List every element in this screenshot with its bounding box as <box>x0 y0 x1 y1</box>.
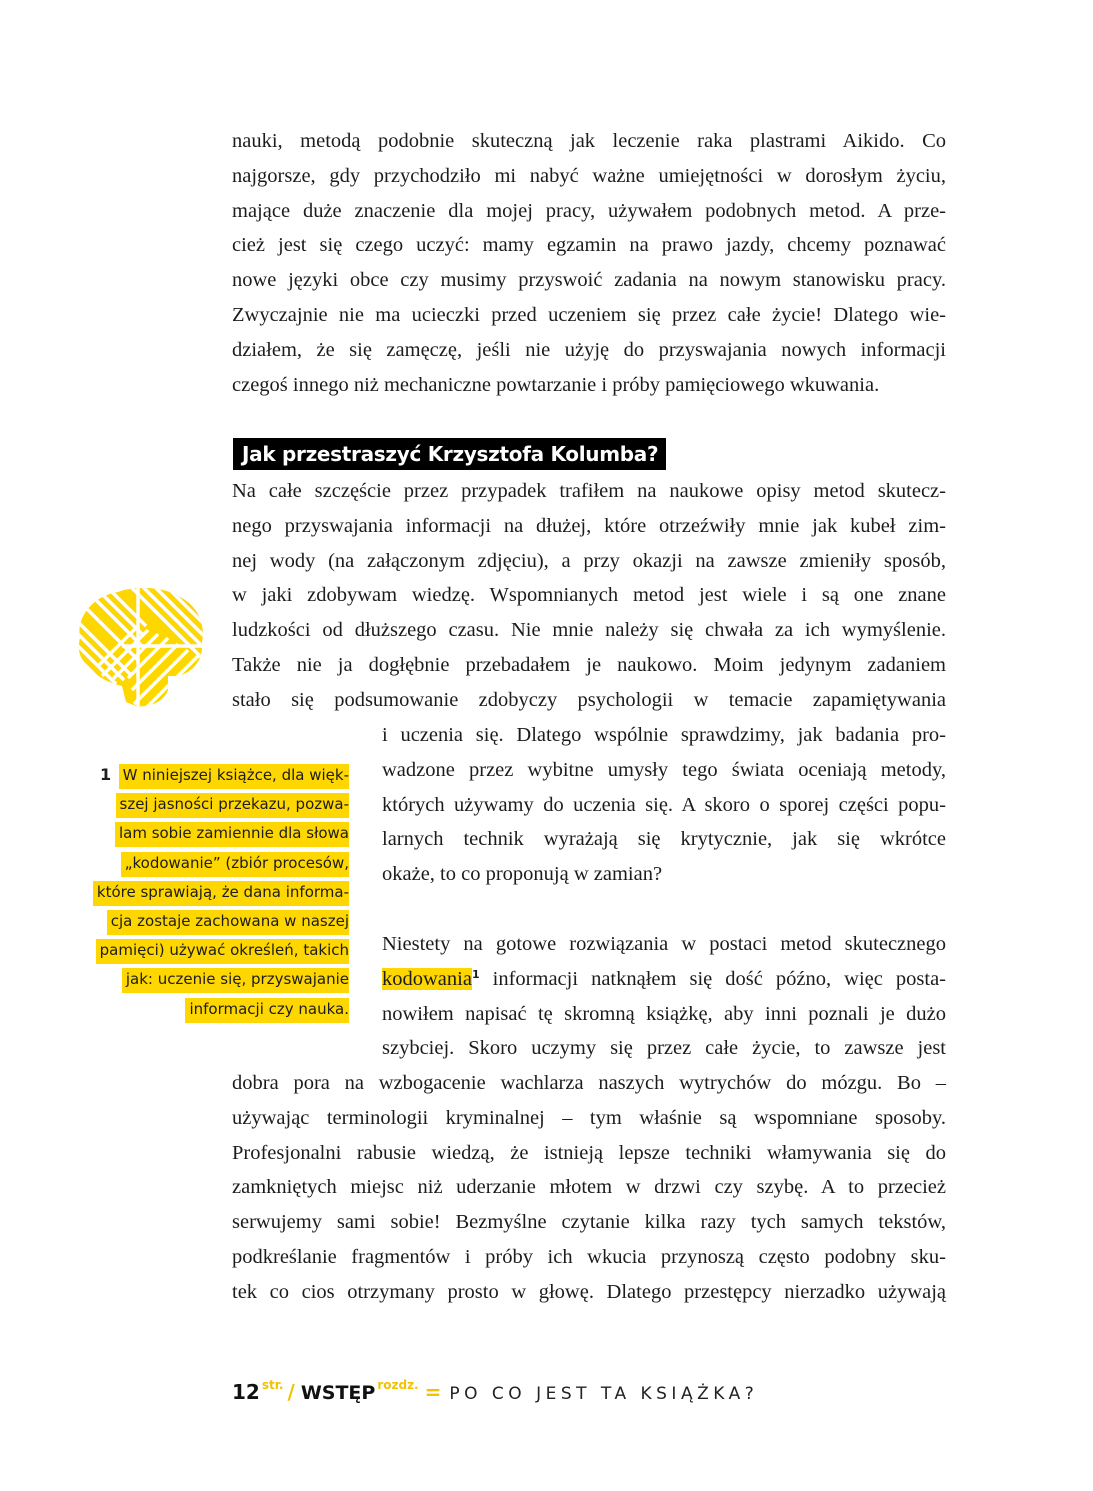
text-line: tek co cios otrzymany prosto w głowę. Dlatego przestępcy nierzadko używają <box>232 1280 946 1303</box>
footnote-line <box>72 907 349 936</box>
text-line: w jaki zdobywam wiedzę. Wspomnianych metod jest wiele i są one znane <box>232 584 946 607</box>
text-line: Na całe szczęście przez przypadek trafiłem na naukowe opisy metod skutecz- <box>232 480 946 502</box>
text-line: Profesjonalni rabusie wiedzą, że istnieją lepsze techniki włamywania się do <box>232 1141 946 1164</box>
text-line: najgorsze, gdy przychodziło mi nabyć ważne umiejętności w dorosłym życiu, <box>232 164 946 187</box>
footnote-text <box>96 764 349 789</box>
page-footer <box>232 1378 758 1408</box>
footnote-line <box>72 936 349 965</box>
paragraph-methods-continued <box>382 718 946 892</box>
text-line: mające duże znaczenie dla mojej pracy, używałem podobnych metod. A prze- <box>232 199 946 222</box>
separator: / <box>287 1380 295 1404</box>
text-line: dobra pora na wzbogacenie wachlarza naszych wytrychów do mózgu. Bo – <box>232 1072 946 1094</box>
text-line: używając terminologii kryminalnej – tym właśnie są wspomniane sposoby. <box>232 1106 946 1129</box>
footnote-line <box>72 819 349 848</box>
footnote-text: lam sobie zamiennie dla słowa <box>115 822 349 847</box>
text-line: Także nie ja dogłębnie przebadałem je naukowo. Moim jedynym zadaniem <box>232 653 946 676</box>
text-line: zamkniętych miejsc niż uderzanie młotem w drzwi czy szybę. A to przecież <box>232 1176 946 1199</box>
text-line: podkreślanie fragmentów i próby ich wkucia przynoszą często podobny sku- <box>232 1245 946 1268</box>
chapter-label: rozdz. <box>377 1378 419 1392</box>
footnote-text: jak: uczenie się, przyswajanie <box>122 968 349 993</box>
text-line: cież jest się czego uczyć: mamy egzamin na prawo jazdy, chcemy poznawać <box>232 234 946 257</box>
equals-sign: = <box>424 1380 442 1404</box>
paragraph-intro <box>232 124 946 402</box>
highlighted-term: kodowania <box>382 967 472 990</box>
chapter-title: PO CO JEST TA KSIĄŻKA? <box>449 1384 759 1404</box>
footnote-text: „kodowanie” (zbiór procesów, <box>121 852 349 877</box>
text-line: ludzkości od dłuższego czasu. Nie mnie należy się chwała za ich wymyślenie. <box>232 619 946 642</box>
text-line: nowiłem napisać tę skromną książkę, aby inni poznali je dużo <box>382 1002 946 1025</box>
text-line: nego przyswajania informacji na dłużej, które otrzeźwiły mnie jak kubeł zim- <box>232 514 946 537</box>
footnote-text: cja zostaje zachowana w naszej <box>107 910 349 935</box>
text-line: Niestety na gotowe rozwiązania w postaci metod skutecznego <box>382 933 946 955</box>
text-line: larnych technik wyrażają się krytycznie, jak się wkrótce <box>382 828 946 851</box>
page-label: str. <box>261 1378 284 1392</box>
footnote-text-fragment: W niniejszej książce, dla więk- <box>119 764 349 789</box>
text-line: nowe języki obce czy musimy przyswoić zadania na nowym stanowisku pracy. <box>232 269 946 292</box>
text-line: stało się podsumowanie zdobyczy psychologii w temacie zapamiętywania <box>232 688 946 711</box>
text-line: serwujemy sami sobie! Bezmyślne czytanie kilka razy tych samych tekstów, <box>232 1211 946 1234</box>
chapter-name: WSTĘP <box>300 1382 376 1404</box>
footnote-line <box>72 878 349 907</box>
text-line <box>382 962 946 997</box>
footnote-reference[interactable]: 1 <box>471 967 480 981</box>
footnote-line <box>72 790 349 819</box>
text-line: szybciej. Skoro uczymy się przez całe życie, to zawsze jest <box>382 1037 946 1060</box>
text-line: czegoś innego niż mechaniczne powtarzanie i próby pamięciowego wkuwania. <box>232 373 880 396</box>
text-line: działem, że się zamęczę, jeśli nie użyję do przyswajania nowych informacji <box>232 338 946 361</box>
brain-icon <box>72 586 208 712</box>
text-line: nauki, metodą podobnie skuteczną jak leczenie raka plastrami Aikido. Co <box>232 130 946 152</box>
text-line: i uczenia się. Dlatego wspólnie sprawdzimy, jak badania pro- <box>382 724 946 746</box>
footnote-line <box>72 760 349 790</box>
footnote-text: pamięci) używać określeń, takich <box>96 939 349 964</box>
text-line: wadzone przez wybitne umysły tego świata oceniają metody, <box>382 758 946 781</box>
footnote-line <box>72 995 349 1024</box>
footnote-number: 1 <box>100 765 112 784</box>
text-line: których używamy do uczenia się. A skoro o sporej części popu- <box>382 793 946 816</box>
footnote-line <box>72 849 349 878</box>
footnote-text: które sprawiają, że dana informa- <box>93 881 349 906</box>
section-heading: Jak przestraszyć Krzysztofa Kolumba? <box>233 438 666 470</box>
footnote-line <box>72 965 349 994</box>
text-fragment: informacji natknąłem się dość późno, więc posta- <box>479 967 946 990</box>
footnote-text: szej jasności przekazu, pozwa- <box>116 793 349 818</box>
sidebar-footnote <box>72 760 349 1024</box>
text-line: okaże, to co proponują w zamian? <box>382 863 663 886</box>
text-line: Zwyczajnie nie ma ucieczki przed uczeniem się przez całe życie! Dlatego wie- <box>232 303 946 326</box>
paragraph-coding <box>382 927 946 1066</box>
paragraph-coding-continued <box>232 1066 946 1310</box>
text-line: nej wody (na załączonym zdjęciu), a przy okazji na zawsze zmieniły sposób, <box>232 549 946 572</box>
footnote-text: informacji czy nauka. <box>185 998 349 1023</box>
page-number: 12 <box>232 1380 260 1404</box>
paragraph-methods <box>232 474 946 718</box>
